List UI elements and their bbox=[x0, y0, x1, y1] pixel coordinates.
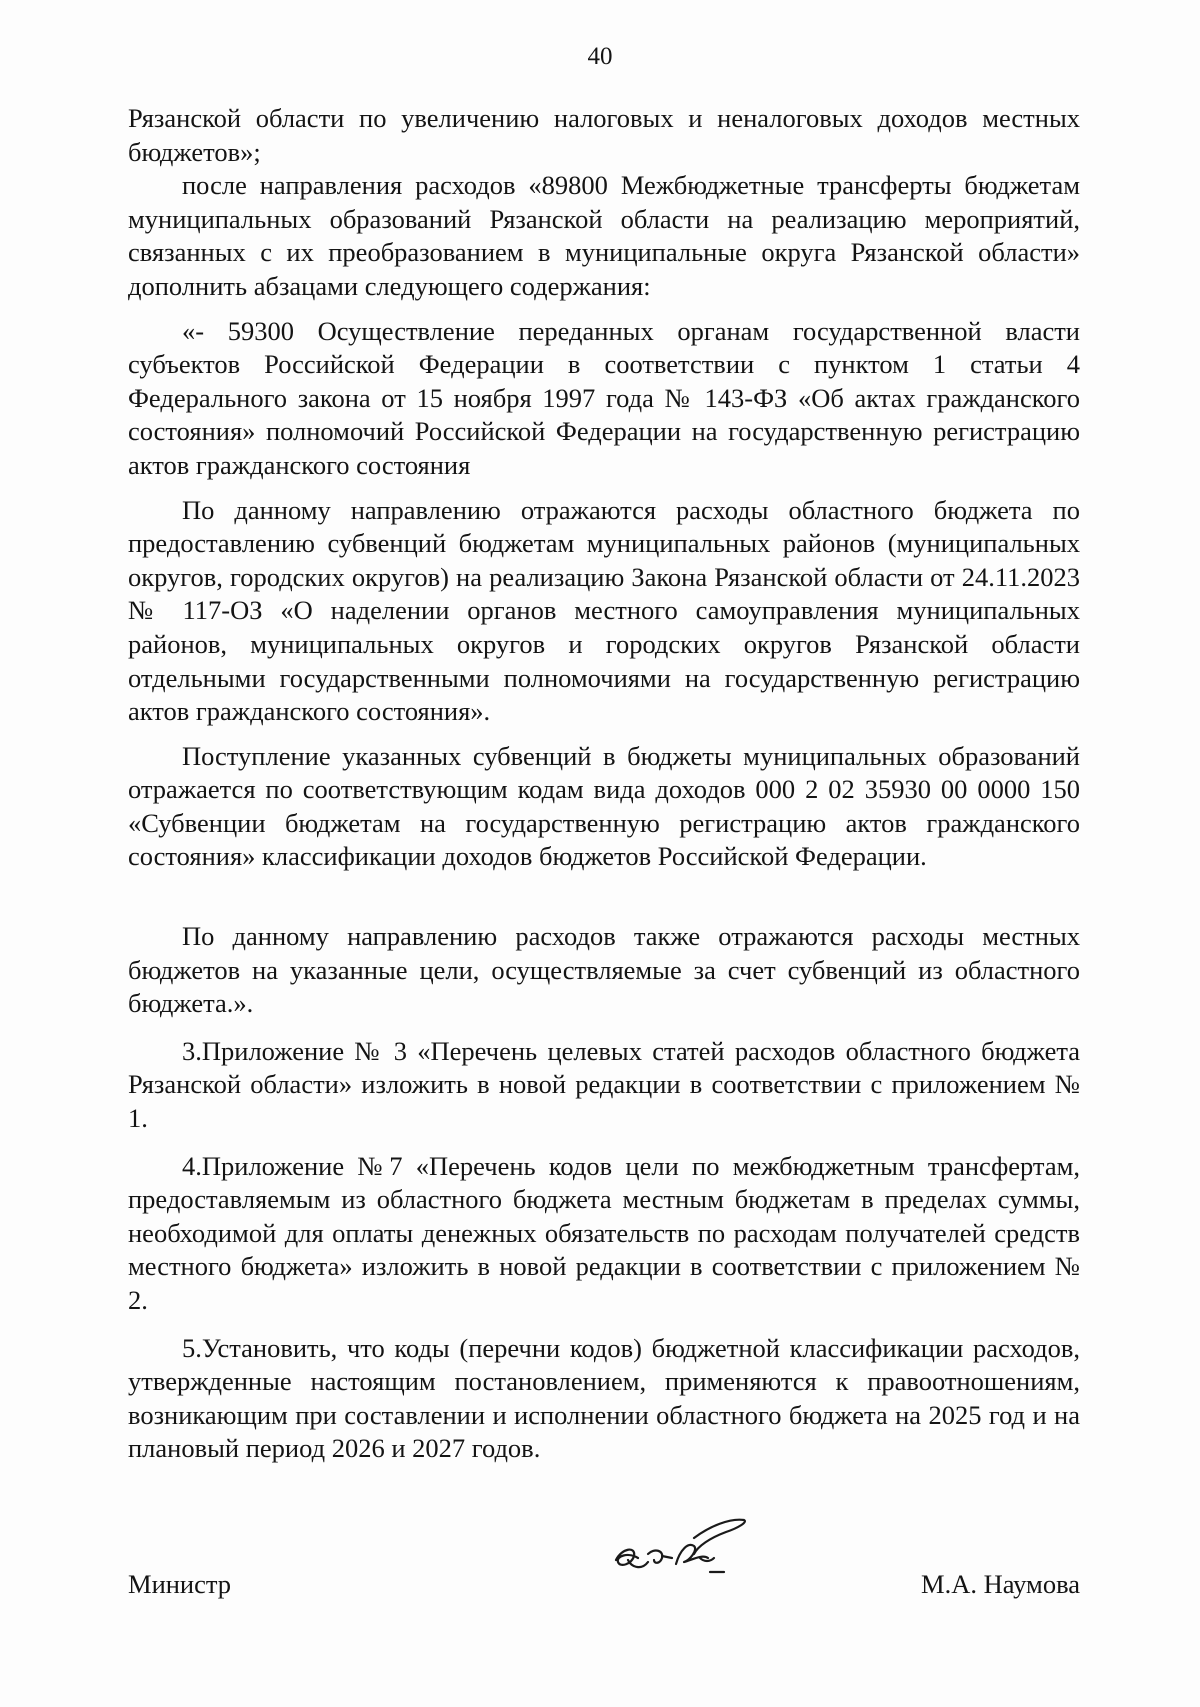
page-number: 40 bbox=[587, 43, 613, 70]
signatory-name: М.А. Наумова bbox=[921, 1569, 1080, 1599]
handwritten-signature bbox=[598, 1498, 758, 1598]
paragraph-local-budgets: По данному направлению расходов также отражаются расходы местных бюджетов на указанные цели, осуществляемые за счет субвенций из областного бюджета.». bbox=[128, 921, 1080, 1019]
document-body bbox=[128, 102, 1080, 1466]
list-item-text: Установить, что коды (перечни кодов) бюджетной классификации расходов, утвержденные настоящим постановлением, применяются к правоотношениям, возникающим при составлении и исполнении областного бюджета на 2025 год и на плановый период 2026 и 2027 годов. bbox=[128, 1332, 1080, 1464]
paragraph-revenue-codes: Поступление указанных субвенций в бюджеты муниципальных образований отражается по соответствующим кодам вида доходов 000 2 02 35930 00 0000 150 «Субвенции бюджетам на государственную регистрацию актов гражданского состояния» классификации доходов бюджетов Российской Федерации. bbox=[128, 740, 1080, 872]
list-item-4 bbox=[128, 1150, 1080, 1318]
list-item-3 bbox=[128, 1035, 1080, 1136]
list-item-5 bbox=[128, 1332, 1080, 1466]
paragraph-continuation: Рязанской области по увеличению налоговых и неналоговых доходов местных бюджетов»; bbox=[128, 103, 1080, 167]
paragraph-amendment-intro: после направления расходов «89800 Межбюджетные трансферты бюджетам муниципальных образований Рязанской области на реализацию мероприятий, связанных с их преобразованием в муниципальные округа Рязанской области» дополнить абзацами следующего содержания: bbox=[128, 170, 1080, 301]
list-item-text: Приложение № 3 «Перечень целевых статей расходов областного бюджета Рязанской области» изложить в новой редакции в соответствии с приложением № 1. bbox=[128, 1035, 1080, 1134]
list-item-text: Приложение №7 «Перечень кодов цели по межбюджетным трансфертам, предоставляемым из областного бюджета местным бюджетам в пределах суммы, необходимой для оплаты денежных обязательств по расходам получателей средств местного бюджета» изложить в новой редакции в соответствии с приложением № 2. bbox=[128, 1150, 1080, 1315]
signature-block bbox=[128, 1568, 1080, 1608]
signatory-role: Министр bbox=[128, 1569, 232, 1599]
list-item-number: 5. bbox=[182, 1332, 202, 1363]
paragraph-expense-direction-59300: «- 59300 Осуществление переданных органам государственной власти субъектов Российской Федерации в соответствии с пунктом 1 статьи 4 Федерального закона от 15 ноября 1997 года № 143-ФЗ «Об актах гражданского состояния» полномочий Российской Федерации на государственную регистрацию актов гражданского состояния bbox=[128, 315, 1080, 480]
paragraph-expense-description: По данному направлению отражаются расходы областного бюджета по предоставлению субвенций бюджетам муниципальных районов (муниципальных округов, городских округов) на реализацию Закона Рязанской области от 24.11.2023 № 117-ОЗ «О наделении органов местного самоуправления муниципальных районов, муниципальных округов и городских округов Рязанской области отдельными государственными полномочиями на государственную регистрацию актов гражданского состояния». bbox=[128, 494, 1080, 727]
list-item-number: 3. bbox=[182, 1035, 202, 1066]
list-item-number: 4. bbox=[182, 1150, 202, 1181]
